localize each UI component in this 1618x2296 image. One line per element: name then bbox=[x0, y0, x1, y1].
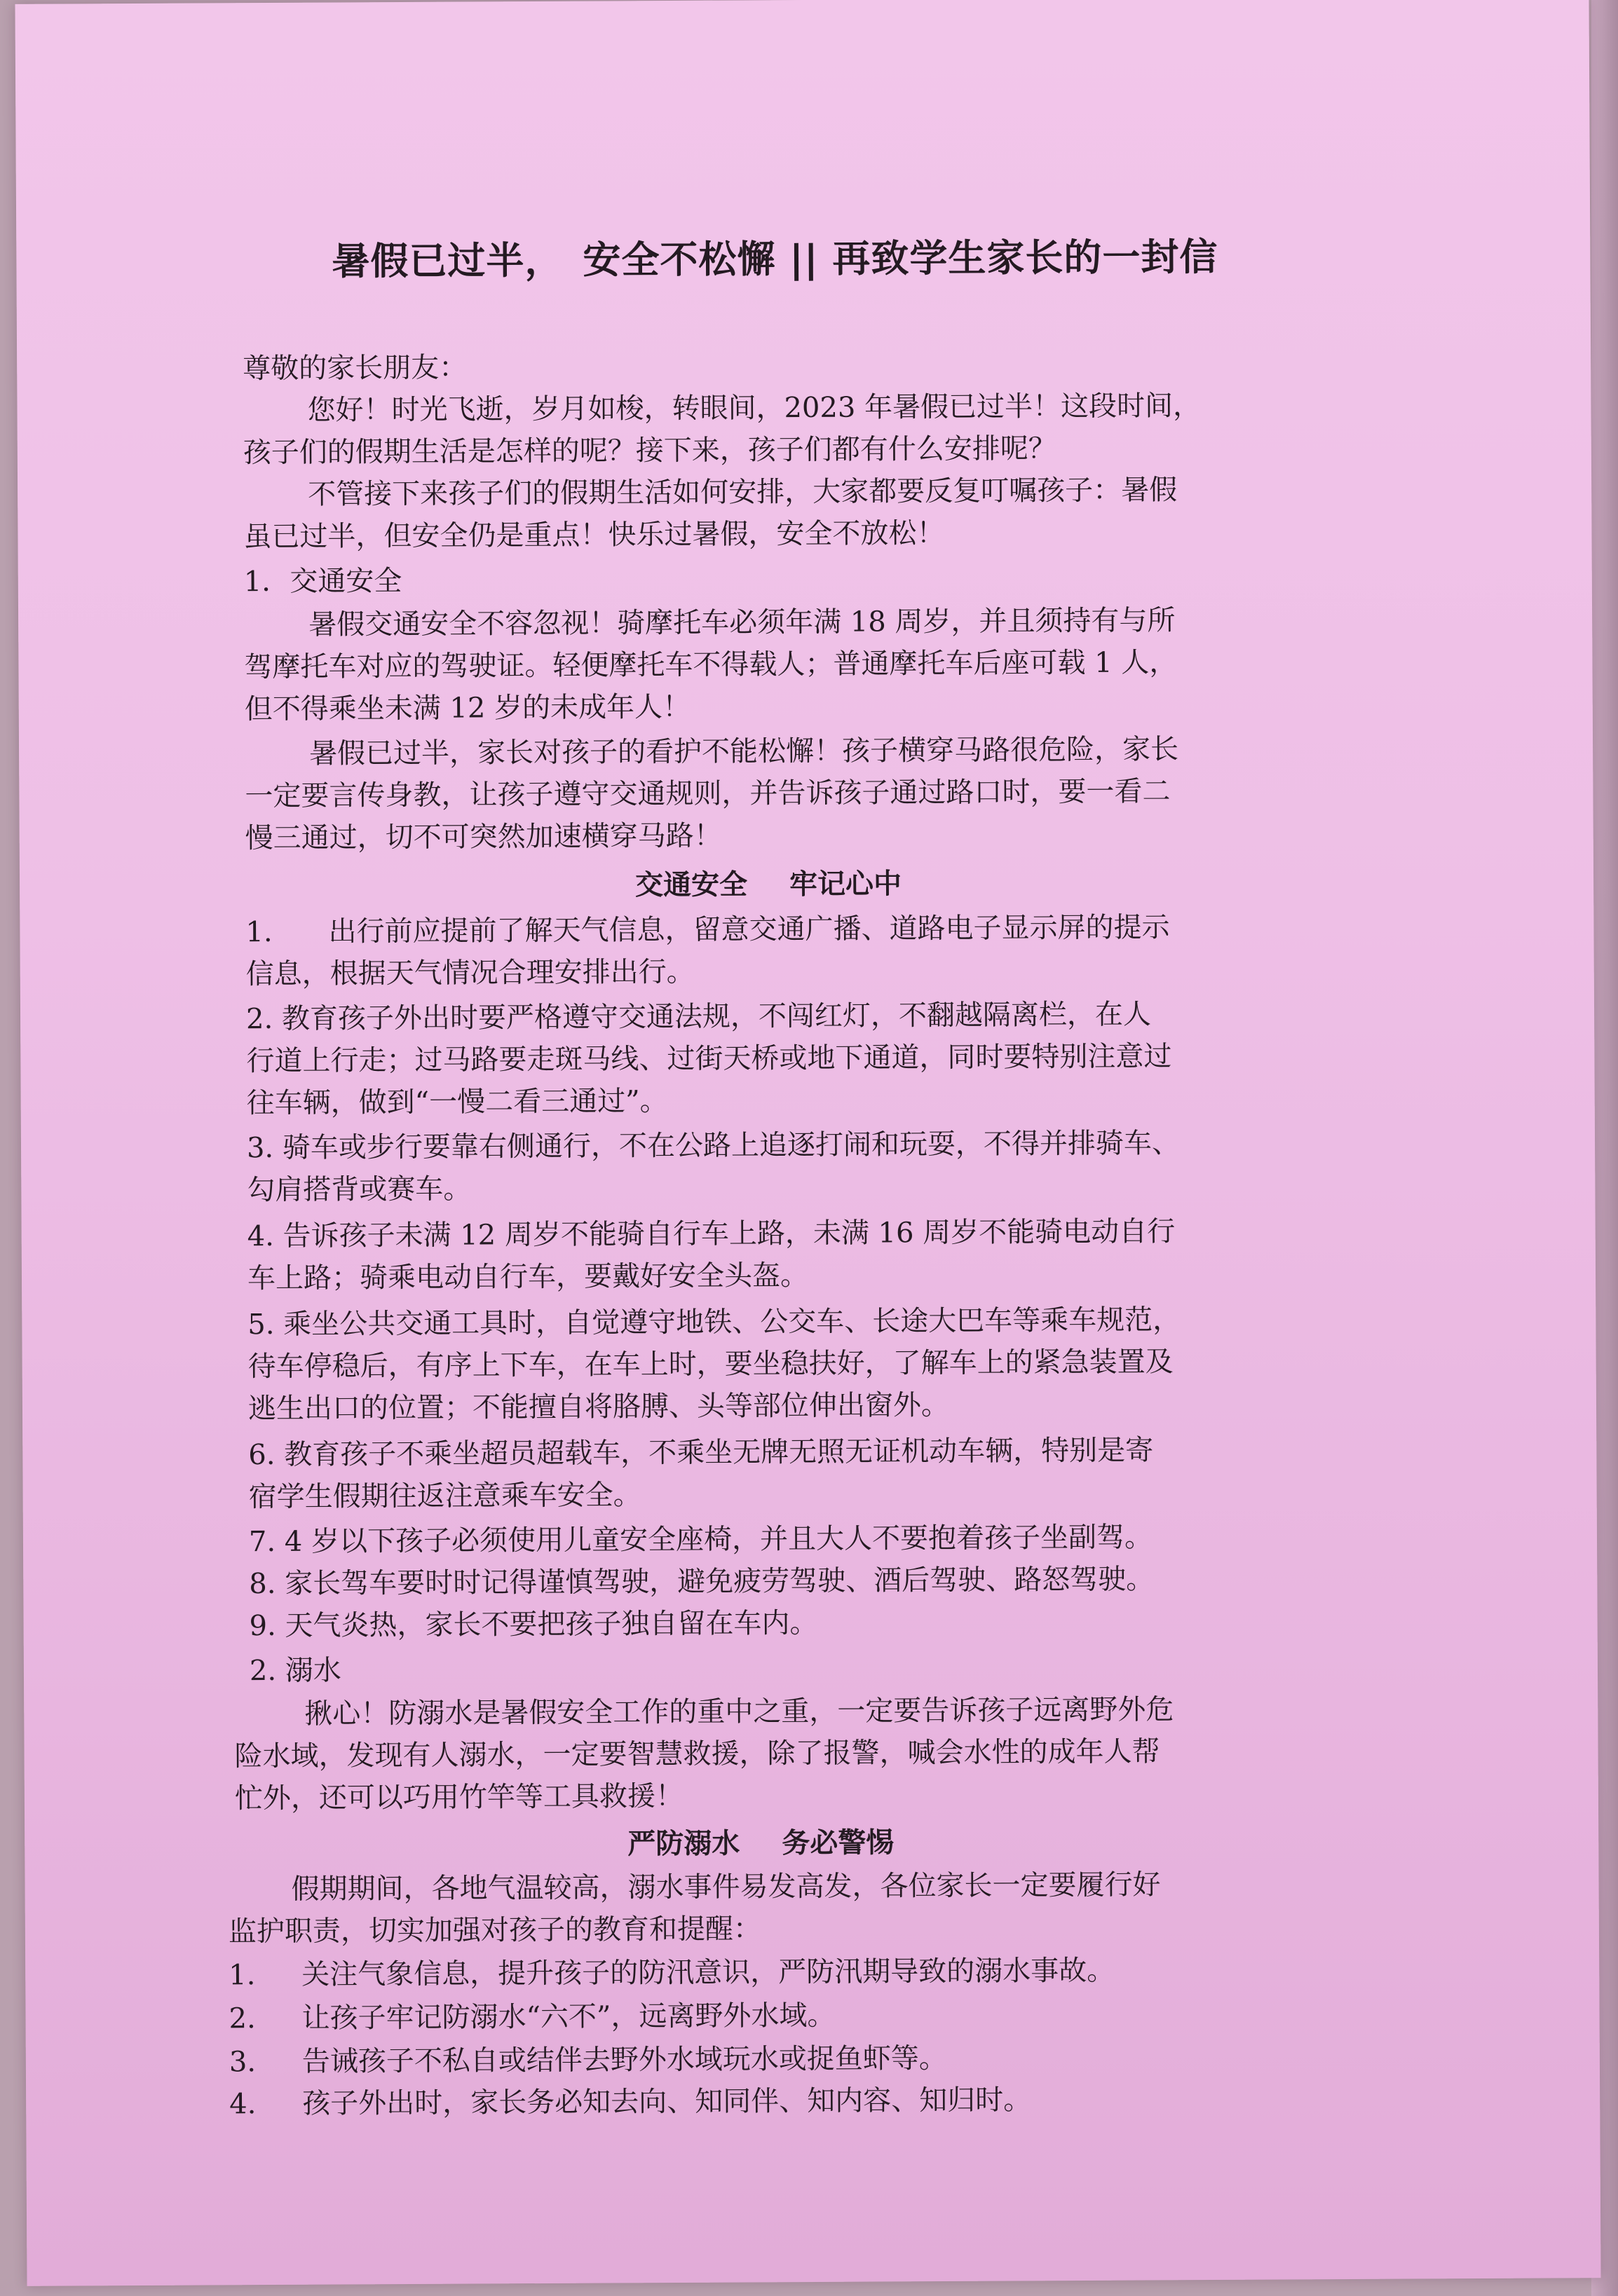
s2-list-item-text: 告诫孩子不私自或结伴去野外水域玩水或捉鱼虾等。 bbox=[301, 2042, 947, 2078]
s2-paragraph-line-3: 忙外，还可以巧用竹竿等工具救援！ bbox=[234, 1779, 684, 1815]
s1-item-line-3: 2. 教育孩子外出时要严格遵守交通法规，不闯红灯，不翻越隔离栏，在人 bbox=[245, 998, 1152, 1036]
s1-item-line-9: 车上路；骑乘电动自行车，要戴好安全头盔。 bbox=[247, 1259, 809, 1295]
s1-item-line-8: 4. 告诉孩子未满 12 周岁不能骑自行车上路，未满 16 周岁不能骑电动自行 bbox=[247, 1215, 1176, 1253]
s1-item-line-2: 信息，根据天气情况合理安排出行。 bbox=[245, 955, 695, 991]
letter-title: 暑假已过半， 安全不松懈 || 再致学生家长的一封信 bbox=[332, 234, 1218, 284]
s2-list-item-4 bbox=[229, 2079, 1031, 2125]
s1-subheading-a: 交通安全 bbox=[634, 868, 748, 902]
s2-list-item-number: 2. bbox=[229, 2002, 256, 2035]
s2-list-item-number: 3. bbox=[229, 2046, 257, 2079]
s2-list-item-3 bbox=[229, 2037, 947, 2083]
s1-item-line-5: 往车辆，做到“一慢二看三通过”。 bbox=[246, 1085, 668, 1120]
intro-line-2: 孩子们的假期生活是怎样的呢？接下来，孩子们都有什么安排呢？ bbox=[243, 432, 1056, 470]
letter-content bbox=[15, 0, 1600, 2286]
s1-item-line-17: 9. 天气炎热，家长不要把孩子独自留在车内。 bbox=[249, 1606, 818, 1643]
s2-paragraph-line-1: 揪心！防溺水是暑假安全工作的重中之重，一定要告诉孩子远离野外危 bbox=[304, 1693, 1174, 1730]
letter-sheet bbox=[15, 0, 1600, 2286]
s2-list-item-1 bbox=[229, 1950, 1115, 1997]
s1-item-line-6: 3. 骑车或步行要靠右侧通行，不在公路上追逐打闹和玩耍，不得并排骑车、 bbox=[246, 1127, 1181, 1165]
s1-item-line-12: 逃生出口的位置；不能擅自将胳膊、头等部位伸出窗外。 bbox=[247, 1388, 950, 1426]
s2-subheading-a: 严防溺水 bbox=[627, 1827, 740, 1861]
s2-intro-line-2: 监护职责，切实加强对孩子的教育和提醒： bbox=[228, 1913, 762, 1948]
s1-item-line-13: 6. 教育孩子不乘坐超员超载车，不乘坐无牌无照无证机动车辆，特别是寄 bbox=[248, 1434, 1154, 1472]
s1-item-line-15: 7. 4 岁以下孩子必须使用儿童安全座椅，并且大人不要抱着孩子坐副驾。 bbox=[248, 1521, 1153, 1559]
s1-item-line-14: 宿学生假期往返注意乘车安全。 bbox=[248, 1479, 641, 1514]
s2-paragraph-line-2: 险水域，发现有人溺水，一定要智慧救援，除了报警，喊会水性的成年人帮 bbox=[234, 1735, 1160, 1773]
intro-line-4: 虽已过半，但安全仍是重点！快乐过暑假，安全不放松！ bbox=[243, 517, 945, 554]
salutation: 尊敬的家长朋友： bbox=[243, 351, 468, 385]
intro-line-3: 不管接下来孩子们的假期生活如何安排，大家都要反复叮嘱孩子：暑假 bbox=[308, 474, 1178, 511]
s2-list-item-number: 1. bbox=[229, 1959, 256, 1992]
s1-item-line-16: 8. 家长驾车要时时记得谨慎驾驶，避免疲劳驾驶、酒后驾驶、路怒驾驶。 bbox=[249, 1563, 1155, 1601]
s1-item-line-4: 行道上行走；过马路要走斑马线、过街天桥或地下通道，同时要特别注意过 bbox=[246, 1040, 1172, 1078]
s1-paragraph-line-4: 暑假已过半，家长对孩子的看护不能松懈！孩子横穿马路很危险，家长 bbox=[308, 733, 1179, 770]
s1-paragraph-line-1: 暑假交通安全不容忽视！骑摩托车必须年满 18 周岁，并且须持有与所 bbox=[308, 604, 1176, 641]
s2-list-item-text: 关注气象信息，提升孩子的防汛意识，严防汛期导致的溺水事故。 bbox=[301, 1954, 1115, 1991]
s2-subheading-b: 务必警惕 bbox=[782, 1826, 895, 1860]
s1-paragraph-line-5: 一定要言传身教，让孩子遵守交通规则，并告诉孩子通过路口时，要一看二 bbox=[245, 775, 1171, 813]
s2-list-item-text: 孩子外出时，家长务必知去向、知同伴、知内容、知归时。 bbox=[302, 2084, 1032, 2120]
s1-subheading-b: 牢记心中 bbox=[789, 868, 902, 901]
s2-list-item-2 bbox=[229, 1995, 835, 2040]
s1-subheading bbox=[635, 863, 902, 906]
s1-item-line-10: 5. 乘坐公共交通工具时，自觉遵守地铁、公交车、长途大巴车等乘车规范， bbox=[247, 1304, 1181, 1341]
intro-line-1: 您好！时光飞逝，岁月如梭，转眼间，2023 年暑假已过半！这段时间， bbox=[307, 390, 1202, 427]
s1-item-line-1: 1. 出行前应提前了解天气信息，留意交通广播、道路电子显示屏的提示 bbox=[245, 911, 1170, 949]
s2-list-item-text: 让孩子牢记防溺水“六不”，远离野外水域。 bbox=[301, 1999, 836, 2035]
s1-paragraph-line-3: 但不得乘坐未满 12 岁的未成年人！ bbox=[244, 690, 691, 726]
s1-paragraph-line-6: 慢三通过，切不可突然加速横穿马路！ bbox=[245, 819, 722, 855]
s2-list-item-number: 4. bbox=[229, 2088, 257, 2121]
section1-heading: 1．交通安全 bbox=[243, 565, 402, 599]
section2-heading: 2. 溺水 bbox=[249, 1654, 341, 1688]
s1-paragraph-line-2: 驾摩托车对应的驾驶证。轻便摩托车不得载人；普通摩托车后座可载 1 人， bbox=[244, 646, 1178, 684]
s2-intro-line-1: 假期期间，各地气温较高，溺水事件易发高发，各位家长一定要履行好 bbox=[291, 1868, 1161, 1906]
s2-subheading bbox=[627, 1822, 894, 1865]
s1-item-line-7: 勾肩搭背或赛车。 bbox=[247, 1173, 472, 1207]
s1-item-line-11: 待车停稳后，有序上下车，在车上时，要坐稳扶好，了解车上的紧急装置及 bbox=[247, 1346, 1174, 1383]
